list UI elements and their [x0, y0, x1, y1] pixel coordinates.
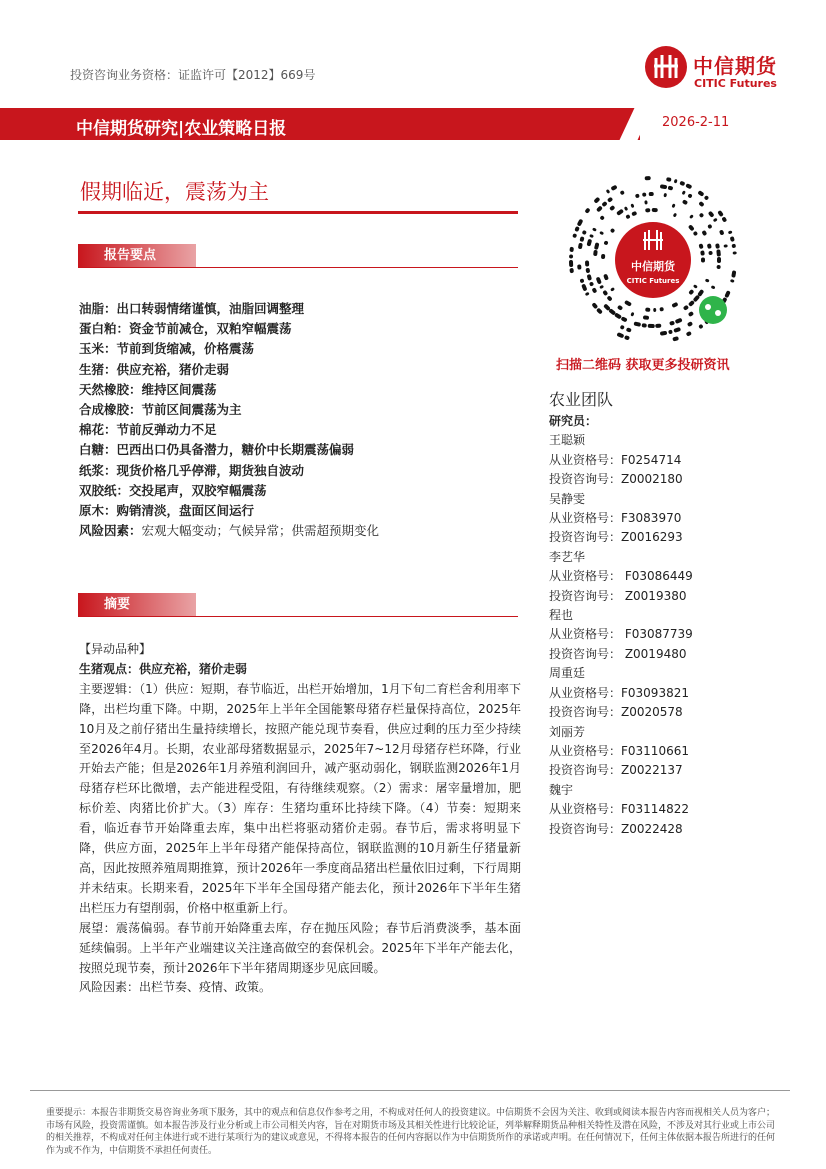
qr-dot: [723, 244, 727, 248]
qr-dot: [701, 258, 705, 263]
researcher-license: 从业资格号：F0254714: [549, 452, 682, 467]
qr-dot: [625, 214, 630, 219]
qr-dot: [610, 287, 615, 292]
report-date: 2026-2-11: [662, 115, 730, 130]
qr-dot: [606, 295, 612, 301]
qr-dot: [630, 203, 634, 208]
qr-dot: [643, 315, 649, 320]
qr-dot: [731, 244, 736, 249]
qr-dot: [707, 224, 712, 229]
qr-dot: [631, 211, 637, 217]
qr-dot: [730, 236, 735, 242]
qr-code-icon[interactable]: [563, 170, 743, 350]
qr-dot: [728, 230, 733, 234]
logo-chinese-name: 中信期货: [693, 54, 777, 78]
qr-dot: [698, 324, 704, 330]
qr-dot: [688, 224, 695, 231]
qr-dot: [621, 316, 628, 322]
qr-dot: [626, 327, 632, 332]
qr-dot: [687, 193, 692, 198]
key-point-item: 生猪：供应充裕，猪价走弱: [79, 361, 230, 377]
qr-dot: [700, 250, 705, 256]
qr-dot: [589, 281, 594, 286]
key-point-item: 原木：购销清淡，盘面区间运行: [79, 503, 255, 519]
qr-dot: [672, 336, 679, 342]
qr-dot: [596, 277, 602, 285]
researcher-consult: 投资咨询号：Z0002180: [549, 472, 683, 487]
qr-dot: [569, 247, 574, 252]
qr-dot: [582, 230, 587, 235]
qr-dot: [683, 305, 689, 311]
qr-dot: [660, 184, 667, 189]
qr-dot: [607, 197, 613, 203]
qr-dot: [585, 268, 590, 274]
qr-dot: [645, 176, 651, 180]
qr-dot: [596, 205, 603, 212]
qr-dot: [599, 231, 604, 236]
qr-dot: [601, 201, 607, 207]
key-points-header: [78, 244, 518, 268]
qr-dot: [645, 208, 650, 213]
researcher-consult: 投资咨询号：Z0016293: [549, 530, 683, 545]
qr-dot: [705, 278, 710, 282]
qr-dot: [673, 327, 681, 333]
researcher-license: 从业资格号：F03114822: [549, 802, 689, 817]
key-point-item: 棉花：节前反弹动力不足: [79, 422, 217, 438]
banner-title: 中信期货研究|农业策略日报: [76, 119, 287, 139]
qr-dot: [578, 243, 583, 250]
qr-dot: [642, 192, 646, 196]
summary-label: 摘要: [78, 593, 196, 616]
qr-dot: [645, 307, 650, 312]
summary-logic: 主要逻辑：（1）供应：短期，春节临近，出栏开始增加，1月下旬二育栏舍利用率下降，出栏均重下降。中期，2025年上半年全国能繁母猪存栏量保持高位，2025年10月及之前仔猪出生量持续增长，按照产能兑现节奏看，供应过剩的压力至少持续至2026年4月。长期，农业部母猪数据显示，2025年7~12月母猪存栏环降，行业开始去产能；但是2026年1月养殖利润回升，减产驱动弱化，钢联监测2026年1月母猪存栏环比微增，去产能进程受阻，有待继续观察。（2）需求：屠宰量增加，肥标价差、肉猪比价扩大。（3）库存：生猪均重环比持续下降。（4）节奏：短期来看，临近春节开始降重去库，集中出栏将驱动猪价走弱。春节后，需求将明显下降，供应方面，2025年上半年母猪产能保持高位，钢联监测的10月新生仔猪量新高，因此按照养殖周期推算，预计2026年一季度商品猪出栏量依旧过剩，下行周期并未结束。长期来看，2025年下半年全国母猪产能去化，预计2026年下半年生猪出栏压力有望削弱，价格中枢重新上行。: [79, 681, 521, 915]
key-point-item: 双胶纸：交投尾声，双胶窄幅震荡: [79, 482, 267, 498]
qr-dot: [653, 308, 656, 312]
qr-dot: [586, 239, 592, 247]
team-list: [549, 412, 769, 839]
qr-dot: [663, 193, 667, 197]
qr-dot: [592, 227, 597, 232]
researcher-consult: 投资咨询号：Z0022428: [549, 821, 683, 836]
researcher-license: 从业资格号： F03087739: [549, 627, 693, 642]
qr-dot: [569, 254, 573, 258]
researcher-consult: 投资咨询号： Z0019480: [549, 646, 687, 661]
qr-dot: [585, 292, 590, 296]
key-point-item: 天然橡胶：维持区间震荡: [79, 381, 217, 397]
qr-dot: [724, 290, 731, 298]
qr-dot: [593, 250, 598, 256]
qr-dot: [610, 228, 616, 234]
qr-caption: 扫描二维码 获取更多投研资讯: [556, 358, 730, 373]
researcher-license: 从业资格号：F03110661: [549, 743, 689, 758]
qr-dot: [693, 284, 698, 289]
qr-dot: [620, 190, 625, 195]
qr-dot: [633, 321, 641, 327]
title-underline: [78, 211, 518, 214]
qr-dot: [698, 201, 704, 207]
qr-dot: [713, 218, 718, 223]
qr-dot: [591, 302, 598, 309]
researcher-name: 刘丽芳: [549, 724, 586, 739]
qr-dot: [708, 251, 712, 255]
qr-dot: [717, 257, 721, 263]
qr-dot: [635, 193, 640, 198]
researcher-consult: 投资咨询号： Z0019380: [549, 588, 687, 603]
qr-dot: [721, 216, 727, 222]
disclaimer-text: 重要提示：本报告非期货交易咨询业务项下服务，其中的观点和信息仅作参考之用，不构成对任何人的投资建议。中信期货不会因为关注、收到或阅读本报告内容而视相关人员为客户；市场有风险，投资需谨慎。如本报告涉及行业分析或上市公司相关内容，旨在对期货市场及其相关性进行比较论证，列举解释期货品种相关特性及潜在风险，不涉及对其行业或上市公司的相关推荐，不构成对任何主体进行或不进行某项行为的建议或意见，不得将本报告的任何内容据以作为中信期货所作的承诺或声明。在任何情况下，任何主体依据本报告所进行的任何作为或不作为，中信期货不承担任何责任。: [46, 1108, 776, 1156]
qr-dot: [668, 329, 673, 334]
qr-dot: [594, 242, 600, 250]
summary-risk: 风险因素：出栏节奏、疫情、政策。: [79, 980, 272, 995]
qr-dot: [731, 270, 736, 278]
key-point-item: 纸浆：现货价格几乎停滞，期货独自波动: [79, 462, 305, 478]
summary-outlook: 展望：震荡偏弱。春节前开始降重去库，存在抛压风险；春节后消费淡季，基本面延续偏弱。上半年产业端建议关注逢高做空的套保机会。2025年下半年产能去化，按照兑现节奏，预计2026年下半年猪周期逐步见底回暖。: [79, 920, 521, 975]
key-points-label: 报告要点: [78, 244, 196, 267]
qr-dot: [572, 233, 577, 238]
qr-dot: [569, 260, 573, 267]
qr-dot: [674, 179, 678, 184]
qr-dot: [599, 215, 605, 221]
qr-dot: [577, 264, 581, 269]
researcher-name: 吴静雯: [549, 491, 586, 506]
qr-dot: [719, 229, 725, 235]
key-point-item: 合成橡胶：节前区间震荡为主: [79, 402, 242, 418]
researcher-name: 李艺华: [549, 549, 586, 564]
researcher-license: 从业资格号：F03093821: [549, 685, 689, 700]
qr-dot: [688, 300, 695, 307]
qr-dot: [624, 206, 629, 211]
risk-factors-item: 风险因素：宏观大幅变动；气候异常；供需超预期变化: [79, 523, 380, 539]
qualification-text: 投资咨询业务资格：证监许可【2012】669号: [70, 68, 316, 82]
researcher-consult: 投资咨询号：Z0020578: [549, 705, 683, 720]
qr-dot: [673, 213, 677, 218]
qr-dot: [592, 287, 598, 293]
qr-dot: [688, 289, 694, 295]
qr-dot: [601, 254, 605, 259]
qr-dot: [569, 268, 574, 273]
researchers-label: 研究员：: [549, 414, 598, 428]
qr-dot: [679, 181, 685, 187]
qr-dot: [649, 192, 654, 196]
qr-dot: [686, 331, 692, 337]
qr-logo-en: CITIC Futures: [626, 277, 680, 285]
qr-dot: [620, 325, 625, 330]
qr-logo-cn: 中信期货: [631, 260, 675, 273]
qr-dot: [716, 249, 721, 256]
key-point-item: 蛋白粕：资金节前减仓，双粕窄幅震荡: [79, 321, 292, 337]
qr-dot: [689, 214, 694, 219]
footer-divider: [30, 1090, 790, 1091]
qr-dot: [715, 243, 720, 249]
qr-dot: [730, 279, 735, 283]
qr-dot: [669, 321, 675, 326]
qr-dot: [603, 240, 608, 245]
researcher-license: 从业资格号：F3083970: [549, 511, 682, 526]
qr-dot: [609, 205, 615, 211]
qr-dot: [687, 321, 693, 327]
researcher-name: 周重廷: [549, 666, 586, 681]
qr-dot: [699, 212, 705, 218]
qr-dot: [733, 251, 737, 254]
qr-dot: [587, 274, 592, 281]
key-points-list: [79, 299, 529, 541]
qr-dot: [666, 177, 672, 182]
qr-dot: [584, 207, 590, 213]
qr-dot: [668, 186, 674, 191]
key-point-item: 玉米：节前到货缩减，价格震荡: [79, 341, 255, 357]
qr-dot: [630, 312, 634, 317]
qr-dot: [697, 190, 704, 197]
qr-dot: [671, 302, 678, 308]
qr-dot: [593, 197, 600, 204]
qr-dot: [711, 285, 716, 289]
qr-dot: [648, 324, 655, 328]
report-title: 假期临近，震荡为主: [80, 180, 269, 204]
qr-dot: [660, 331, 667, 336]
qr-dot: [693, 231, 699, 237]
qr-dot: [617, 305, 623, 311]
qr-dot: [688, 311, 694, 317]
researcher-name: 魏宇: [549, 782, 574, 797]
qr-dot: [606, 189, 611, 194]
qr-dot: [616, 209, 624, 216]
qr-dot: [624, 335, 630, 340]
qr-dot: [682, 199, 688, 205]
qr-dot: [675, 318, 683, 324]
qr-dot: [685, 183, 692, 189]
citic-logo-icon: [643, 44, 689, 90]
qr-dot: [624, 300, 632, 307]
qr-dot: [610, 185, 617, 191]
summary-heading: 生猪观点：供应充裕，猪价走弱: [79, 661, 248, 676]
qr-dot: [596, 308, 603, 315]
researcher-license: 从业资格号： F03086449: [549, 569, 693, 584]
researcher-name: 程也: [549, 608, 574, 623]
qr-dot: [574, 226, 580, 232]
qr-dot: [698, 243, 703, 249]
qr-dot: [659, 307, 664, 312]
qr-dot: [701, 230, 707, 236]
logo-english-name: CITIC Futures: [694, 77, 777, 90]
summary-header: [78, 593, 518, 617]
qr-dot: [682, 190, 686, 195]
qr-dot: [652, 208, 658, 212]
qr-dot: [655, 324, 661, 328]
qr-dot: [585, 260, 589, 266]
researcher-consult: 投资咨询号：Z0022137: [549, 763, 683, 778]
key-point-item: 白糖：巴西出口仍具备潜力，糖价中长期震荡偏弱: [79, 442, 355, 458]
qr-dot: [589, 234, 594, 238]
qr-dot: [704, 195, 710, 201]
qr-dot: [708, 211, 715, 218]
team-title: 农业团队: [549, 390, 614, 409]
summary-category: 【异动品种】: [79, 642, 152, 656]
qr-dot: [707, 243, 712, 249]
qr-dot: [581, 284, 587, 292]
qr-dot: [716, 265, 720, 269]
qr-dot: [579, 236, 584, 242]
qr-dot: [671, 203, 675, 208]
researcher-name: 王聪颖: [549, 433, 586, 448]
key-point-item: 油脂：出口转弱情绪谨慎，油脂回调整理: [79, 301, 305, 316]
qr-dot: [616, 332, 624, 338]
qr-dot: [599, 285, 604, 290]
qr-dot: [603, 274, 609, 281]
qr-dot: [641, 323, 646, 328]
qr-dot: [602, 290, 608, 296]
qr-dot: [717, 210, 724, 217]
qr-dot: [577, 219, 584, 227]
qr-dot: [580, 278, 585, 283]
summary-body: [79, 640, 521, 998]
qr-dot: [644, 200, 647, 204]
